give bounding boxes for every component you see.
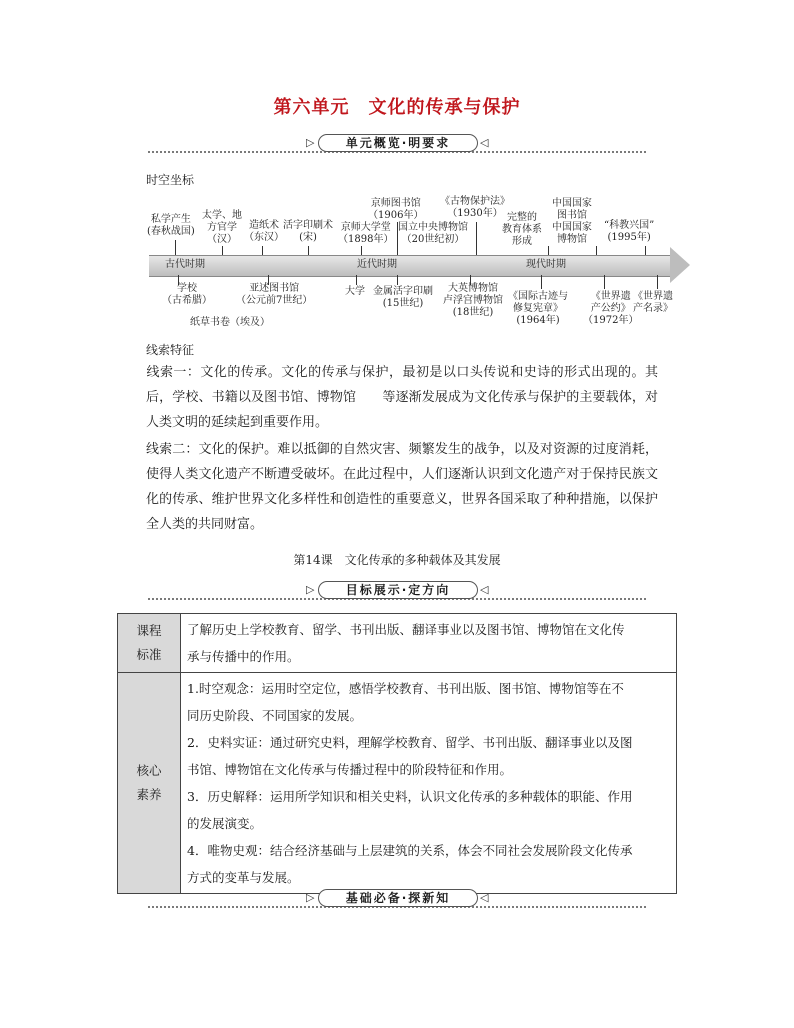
- period-modern: 近代时期: [357, 259, 397, 270]
- arrow-right-icon: ▷: [306, 891, 315, 904]
- timeline-event: 亚述图书馆 （公元前7世纪）: [236, 283, 313, 306]
- timeline-event: 大英博物馆 卢浮宫博物馆 (18世纪): [443, 283, 503, 318]
- timeline-tick: [541, 275, 542, 289]
- lesson-title: 第14课 文化传承的多种载体及其发展: [293, 553, 501, 567]
- basics-banner: [148, 885, 646, 913]
- period-ancient: 古代时期: [165, 259, 205, 270]
- timeline-event: 《古物保护法》 （1930年）: [440, 196, 510, 219]
- timeline-tick: [175, 240, 176, 256]
- clues-heading: 线索特征: [146, 343, 195, 357]
- table-row: [118, 614, 677, 673]
- timeline-event: 造纸术 （东汉）: [244, 220, 284, 243]
- timeline-tick: [476, 222, 477, 256]
- timeline-event: 大学: [345, 286, 365, 297]
- arrow-right-icon: ▷: [306, 583, 315, 596]
- timeline-tick: [397, 275, 398, 285]
- timeline-tick: [397, 222, 398, 256]
- clue-two-paragraph: 线索二：文化的保护。难以抵御的自然灾害、频繁发生的战争，以及对资源的过度消耗，使得人类文化遗产不断遭受破坏。在此过程中，人们逐渐认识到文化遗产对于保持民族文化的传承、维护世界文化多样性和创造性的重要意义，世界各国采取了种种措施，以保护全人类的共同财富。: [146, 442, 658, 532]
- unit-title: 第六单元 文化的传承与保护: [273, 97, 521, 118]
- timeline-event: 完整的 教育体系 形成: [502, 212, 542, 247]
- timeline-event: 纸草书卷（埃及）: [190, 317, 270, 328]
- timeline-event: 私学产生 (春秋战国): [147, 214, 195, 237]
- row-body-core-literacy: 1.时空观念：运用时空定位，感悟学校教育、书刊出版、图书馆、博物馆等在不 同历史阶段、不同国家的发展。 2．史料实证：通过研究史料，理解学校教育、留学、书刊出版、翻译事业以及图 书馆、博物馆在文化传承与传播过程中的阶段特征和作用。 3．历史解释：运用所学知识和相关史料，认识文化传承的多种载体的职能、作用 的发展演变。 4．唯物史观：结合经济基础与上层建筑的关系，体会不同社会发展阶段文化传承 方式的变革与发展。: [181, 673, 677, 894]
- timeline-event: 活字印刷术 (宋): [283, 220, 333, 243]
- row-head-core-literacy: 核心 素养: [118, 673, 181, 894]
- timeline-event: 《国际古迹与 修复宪章》 (1964年): [508, 291, 568, 326]
- arrow-left-icon: ◁: [480, 891, 489, 904]
- timeline-event: 京师图书馆 （1906年）: [368, 198, 424, 221]
- arrow-right-icon: ▷: [306, 136, 315, 149]
- timeline-event: 京师大学堂 （1898年）: [338, 222, 394, 245]
- arrow-left-icon: ◁: [480, 136, 489, 149]
- overview-banner: [148, 130, 646, 158]
- goals-table: [117, 613, 677, 894]
- timeline-event: 太学、地 方官学 （汉）: [202, 210, 242, 245]
- timeline-heading: 时空坐标: [146, 173, 195, 187]
- overview-banner-label: 单元概览·明要求: [318, 134, 478, 152]
- table-row: [118, 673, 677, 894]
- timeline-tick: [657, 275, 658, 289]
- timeline-event: 学校 （古希腊）: [162, 283, 212, 306]
- timeline-event: 《世界遗 产名录》: [633, 291, 673, 314]
- timeline-arrow-head: [670, 247, 690, 283]
- goals-banner: [148, 577, 646, 605]
- arrow-left-icon: ◁: [480, 583, 489, 596]
- timeline-event: 金属活字印刷 (15世纪): [373, 286, 433, 309]
- clue-one-paragraph: 线索一：文化的传承。文化的传承与保护，最初是以口头传说和史诗的形式出现的。其后，学校、书籍以及图书馆、博物馆 等逐渐发展成为文化传承与保护的主要载体，对人类文明的延续起到重要作用。: [146, 365, 658, 430]
- timeline-event: 《世界遗 产公约》 （1972年）: [583, 291, 639, 326]
- row-head-standard: 课程 标准: [118, 614, 181, 673]
- basics-banner-label: 基础必备·探新知: [318, 889, 478, 907]
- timeline-event: 国立中央博物馆 （20世纪初）: [398, 222, 468, 245]
- goals-banner-label: 目标展示·定方向: [318, 581, 478, 599]
- timeline-event: “科教兴国” (1995年): [604, 220, 655, 243]
- timeline-axis: [149, 255, 670, 277]
- timeline-event: 中国国家 图书馆 中国国家 博物馆: [552, 198, 592, 245]
- period-contemporary: 现代时期: [526, 259, 566, 270]
- timeline-tick: [356, 275, 357, 285]
- timeline-tick: [604, 275, 605, 289]
- row-body-standard: 了解历史上学校教育、留学、书刊出版、翻译事业以及图书馆、博物馆在文化传 承与传播中的作用。: [181, 614, 677, 673]
